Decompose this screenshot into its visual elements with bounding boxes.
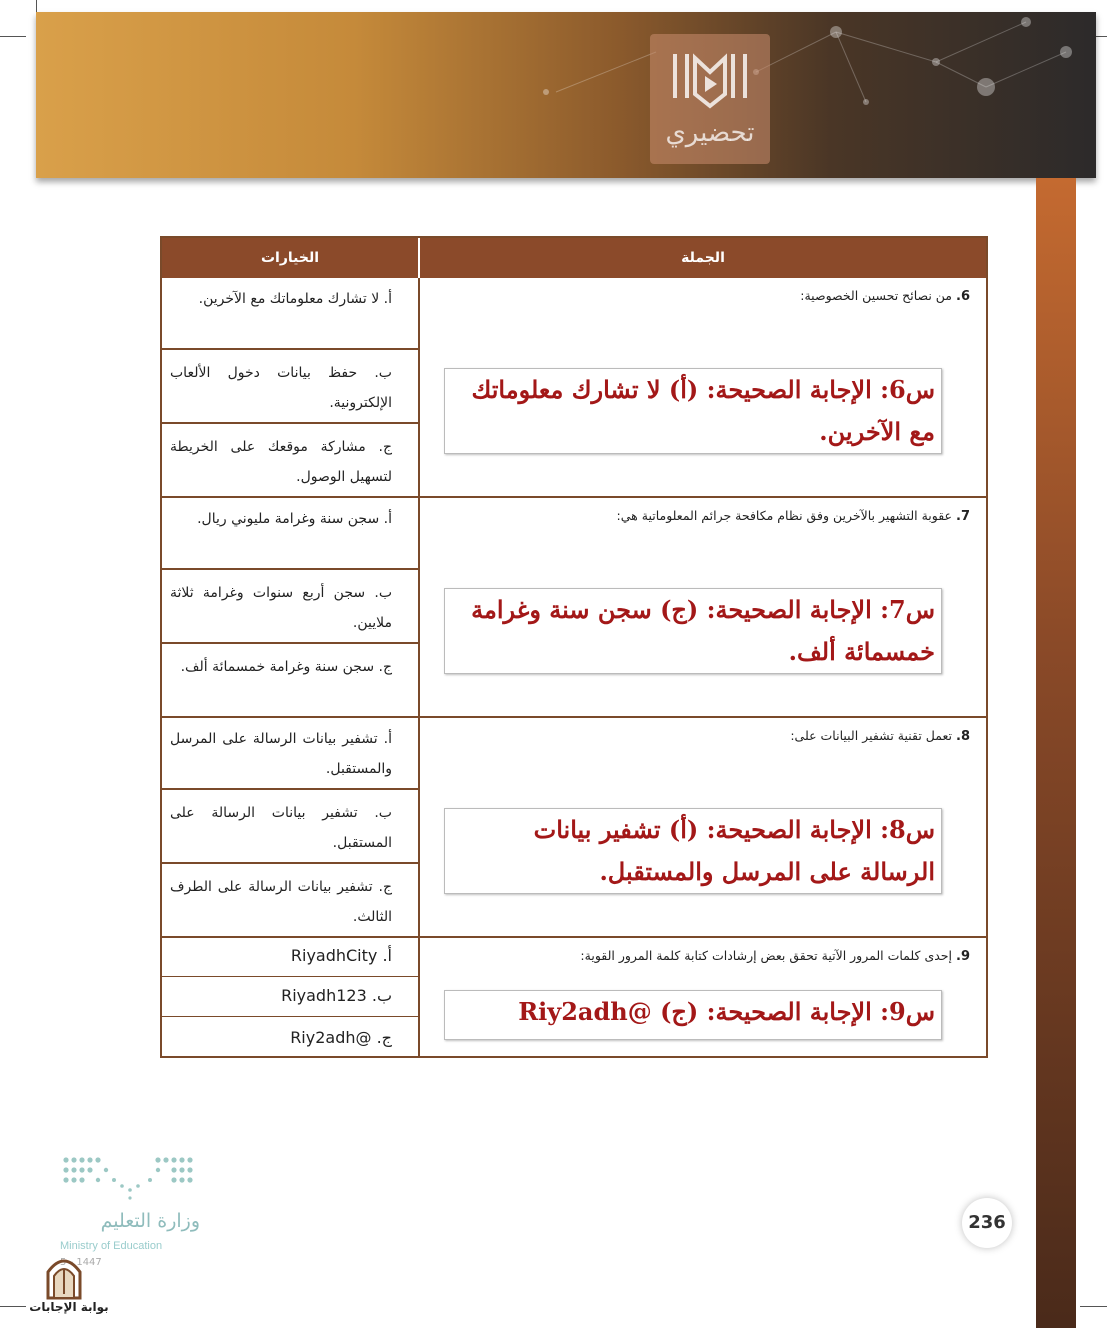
question-number: 7.: [956, 509, 970, 524]
question-number: 9.: [956, 949, 970, 964]
option-divider: [162, 422, 418, 424]
question-number: 8.: [956, 729, 970, 744]
row-divider: [162, 496, 986, 498]
portal-logo-icon: [44, 1254, 84, 1300]
question-number: 6.: [956, 289, 970, 304]
question-text: تعمل تقنية تشفير البيانات على:: [790, 728, 953, 743]
ministry-logo-icon: [62, 1156, 198, 1200]
option-divider: [162, 1016, 418, 1017]
question-7: [432, 508, 970, 524]
option-divider: [162, 862, 418, 864]
option-divider: [162, 568, 418, 570]
crop-mark: [0, 1306, 26, 1307]
option-divider: [162, 976, 418, 977]
edition-year: 5 - 1447: [60, 1257, 102, 1268]
book-icon: [665, 48, 755, 118]
option-7b: ب. سجن أربع سنوات وغرامة ثلاثة ملايين.: [170, 585, 392, 631]
option-6a: أ. لا تشارك معلوماتك مع الآخرين.: [198, 291, 392, 307]
option-8a: أ. تشفير بيانات الرسالة على المرسل والمستقبل.: [170, 731, 392, 777]
option-8b: ب. تشفير بيانات الرسالة على المستقبل.: [170, 805, 392, 851]
answer-9: س9: الإجابة الصحيحة: (ج) @Riy2adh: [444, 990, 942, 1040]
side-strip: [1036, 178, 1076, 1328]
question-6: [432, 288, 970, 304]
option-7a: أ. سجن سنة وغرامة مليوني ريال.: [197, 511, 392, 527]
question-text: إحدى كلمات المرور الآتية تحقق بعض إرشادات كتابة كلمة المرور القوية:: [580, 948, 953, 963]
crop-mark: [0, 36, 26, 37]
option-6b: ب. حفظ بيانات دخول الألعاب الإلكترونية.: [170, 365, 392, 411]
question-text: عقوبة التشهير بالآخرين وفق نظام مكافحة جرائم المعلوماتية هي:: [616, 508, 953, 523]
header-options: الخيارات: [260, 250, 320, 266]
column-divider: [418, 278, 420, 1056]
page-number: 236: [962, 1198, 1012, 1248]
row-divider: [162, 716, 986, 718]
question-text: من نصائح تحسين الخصوصية:: [800, 288, 953, 303]
option-9b: ب. Riyadh123: [281, 986, 392, 1005]
option-8c: ج. تشفير بيانات الرسالة على الطرف الثالث.: [170, 879, 392, 925]
option-divider: [162, 642, 418, 644]
row-divider: [162, 936, 986, 938]
header-banner: [36, 12, 1096, 178]
answer-6: س6: الإجابة الصحيحة: (أ) لا تشارك معلوماتك مع الآخرين.: [444, 368, 942, 454]
question-8: [432, 728, 970, 744]
ministry-name-ar: وزارة التعليم: [100, 1210, 200, 1232]
question-9: [432, 948, 970, 964]
table-header: [162, 238, 986, 278]
crop-mark: [1080, 1306, 1107, 1307]
option-7c: ج. سجن سنة وغرامة خمسمائة ألف.: [180, 659, 392, 675]
answer-8: س8: الإجابة الصحيحة: (أ) تشفير بيانات الرسالة على المرسل والمستقبل.: [444, 808, 942, 894]
portal-label: بوابة الإجابات: [29, 1300, 109, 1314]
header-sentence: الجملة: [681, 250, 725, 266]
watermark-logo: [650, 34, 770, 164]
network-pattern: [36, 12, 1096, 178]
answer-7: س7: الإجابة الصحيحة: (ج) سجن سنة وغرامة خمسمائة ألف.: [444, 588, 942, 674]
logo-text: تحضيري: [665, 118, 755, 148]
option-divider: [162, 348, 418, 350]
option-6c: ج. مشاركة موقعك على الخريطة لتسهيل الوصول.: [170, 439, 392, 485]
option-9a: أ. RiyadhCity: [290, 946, 392, 965]
questions-table: [160, 236, 988, 1058]
ministry-name-en: Ministry of Education: [60, 1240, 163, 1252]
option-9c: ج. @Riy2adh: [290, 1028, 392, 1047]
option-divider: [162, 788, 418, 790]
